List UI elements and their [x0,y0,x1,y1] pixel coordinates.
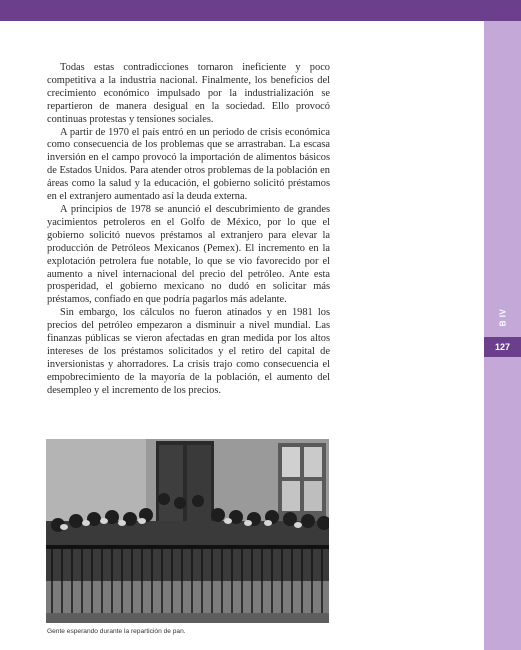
side-tab [484,21,521,650]
paragraph: Sin embargo, los cálculos no fueron atinados y en 1981 los precios del petróleo empezaron a disminuir a nivel mundial. Las finanzas públicas se vieron afectadas en gran medida por los altos intereses de los préstamos solicitados y el retiro del capital de inversionistas y ahorradores. La crisis trajo como consecuencia el empobrecimiento de la mayoría de la población, el aumento del desempleo y el incremento de los precios. [47,307,330,396]
section-label [484,302,521,332]
page-number: 127 [484,337,521,357]
top-color-bar [0,0,521,21]
paragraph: A principios de 1978 se anunció el descubrimiento de grandes yacimientos petroleros en el Golfo de México, por lo que el gobierno solicitó nuevos préstamos al extranjero para elevar la producción de Petróleos Mexicanos (Pemex). El incremento en la explotación petrolera fue notable, lo que se vio favorecido por el aumento a nivel internacional del precio del petróleo. Ante esta prosperidad, el gobierno mexicano no dudó en solicitar más préstamos, confiado en que podría pagarlos más adelante. [47,203,330,306]
section-label-text: B IV [498,308,507,326]
paragraph: A partir de 1970 el país entró en un periodo de crisis económica como consecuencia de los problemas que se arrastraban. La escasa inversión en el campo provocó la importación de alimentos básicos de Estados Unidos. Para atender otros problemas de la población en áreas como la salud y la educación, el gobierno solicitó préstamos en el extranjero aumentado así la deuda externa. [47,126,330,203]
body-text [47,62,330,398]
historical-photo [46,439,329,623]
paragraph: Todas estas contradicciones tornaron ineficiente y poco competitiva a la industria nacional. Finalmente, los beneficios del crecimiento económico impulsado por la industrialización se repartieron de manera desigual en la sociedad. Ello provocó continuas protestas y tensiones sociales. [47,62,330,125]
photo-caption: Gente esperando durante la repartición de pan. [47,628,186,635]
